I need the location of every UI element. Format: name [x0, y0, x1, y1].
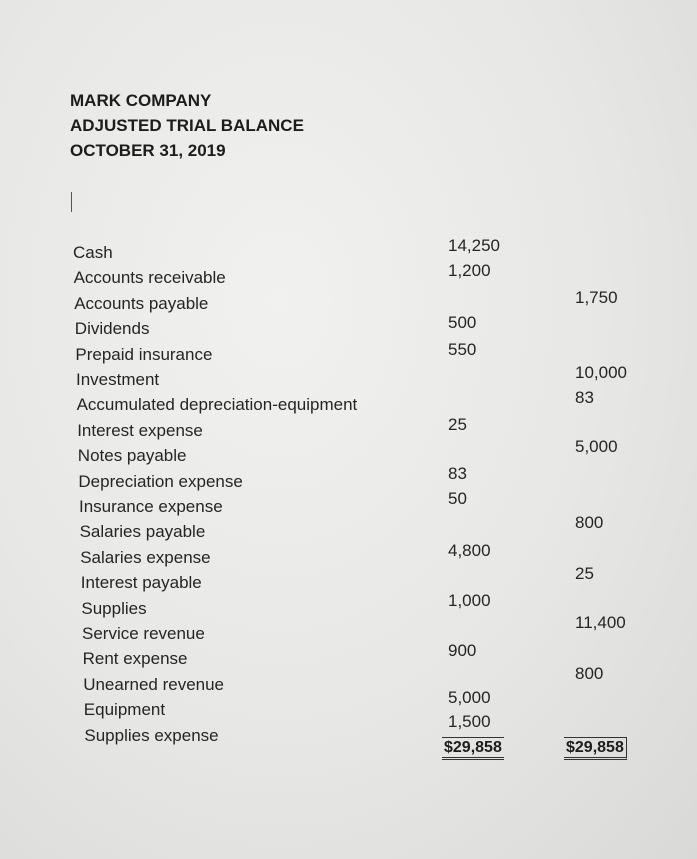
- report-title: ADJUSTED TRIAL BALANCE: [70, 116, 304, 135]
- credit-amount: 25: [575, 564, 594, 583]
- account-name: Cash: [73, 243, 113, 262]
- account-name: Insurance expense: [79, 497, 223, 516]
- debit-amount: 1,200: [448, 261, 491, 280]
- debit-amount: 1,000: [448, 591, 491, 610]
- debit-amount: 4,800: [448, 541, 491, 560]
- debit-amount: 550: [448, 340, 477, 359]
- account-name: Accumulated depreciation-equipment: [76, 395, 358, 415]
- debit-amount: 900: [448, 641, 477, 660]
- credit-amount: 10,000: [575, 363, 627, 382]
- account-name: Equipment: [83, 700, 166, 720]
- credit-amount: 83: [575, 388, 594, 407]
- debit-amount: 1,500: [448, 712, 491, 731]
- account-name: Depreciation expense: [78, 471, 243, 491]
- debit-total: $29,858: [442, 737, 504, 760]
- account-name: Unearned revenue: [83, 674, 225, 694]
- account-name: Supplies expense: [84, 725, 219, 745]
- account-name: Accounts payable: [74, 293, 209, 313]
- account-name: Investment: [76, 370, 160, 389]
- debit-amount: 25: [448, 415, 467, 434]
- account-name: Accounts receivable: [73, 268, 226, 288]
- debit-amount: 50: [448, 489, 467, 508]
- credit-amount: 1,750: [575, 288, 618, 307]
- account-name: Notes payable: [77, 446, 187, 466]
- credit-amount: 800: [575, 513, 604, 532]
- report-date: OCTOBER 31, 2019: [70, 141, 226, 160]
- debit-amount: 83: [448, 464, 467, 483]
- debit-amount: 5,000: [448, 688, 491, 707]
- account-name: Service revenue: [82, 624, 205, 643]
- debit-amount: 500: [448, 313, 477, 332]
- account-name: Dividends: [74, 319, 150, 339]
- account-name: Salaries expense: [80, 547, 211, 567]
- account-name: Interest expense: [77, 420, 203, 440]
- account-name: Prepaid insurance: [75, 344, 213, 364]
- account-name: Interest payable: [80, 573, 202, 593]
- credit-amount: 800: [575, 664, 604, 683]
- credit-total: $29,858: [564, 737, 627, 760]
- company-name: MARK COMPANY: [70, 91, 212, 110]
- account-name: Salaries payable: [79, 522, 206, 542]
- debit-amount: 14,250: [448, 236, 500, 255]
- credit-amount: 11,400: [575, 613, 626, 632]
- credit-amount: 5,000: [575, 437, 618, 456]
- account-name: Supplies: [81, 598, 147, 618]
- account-name: Rent expense: [82, 649, 188, 669]
